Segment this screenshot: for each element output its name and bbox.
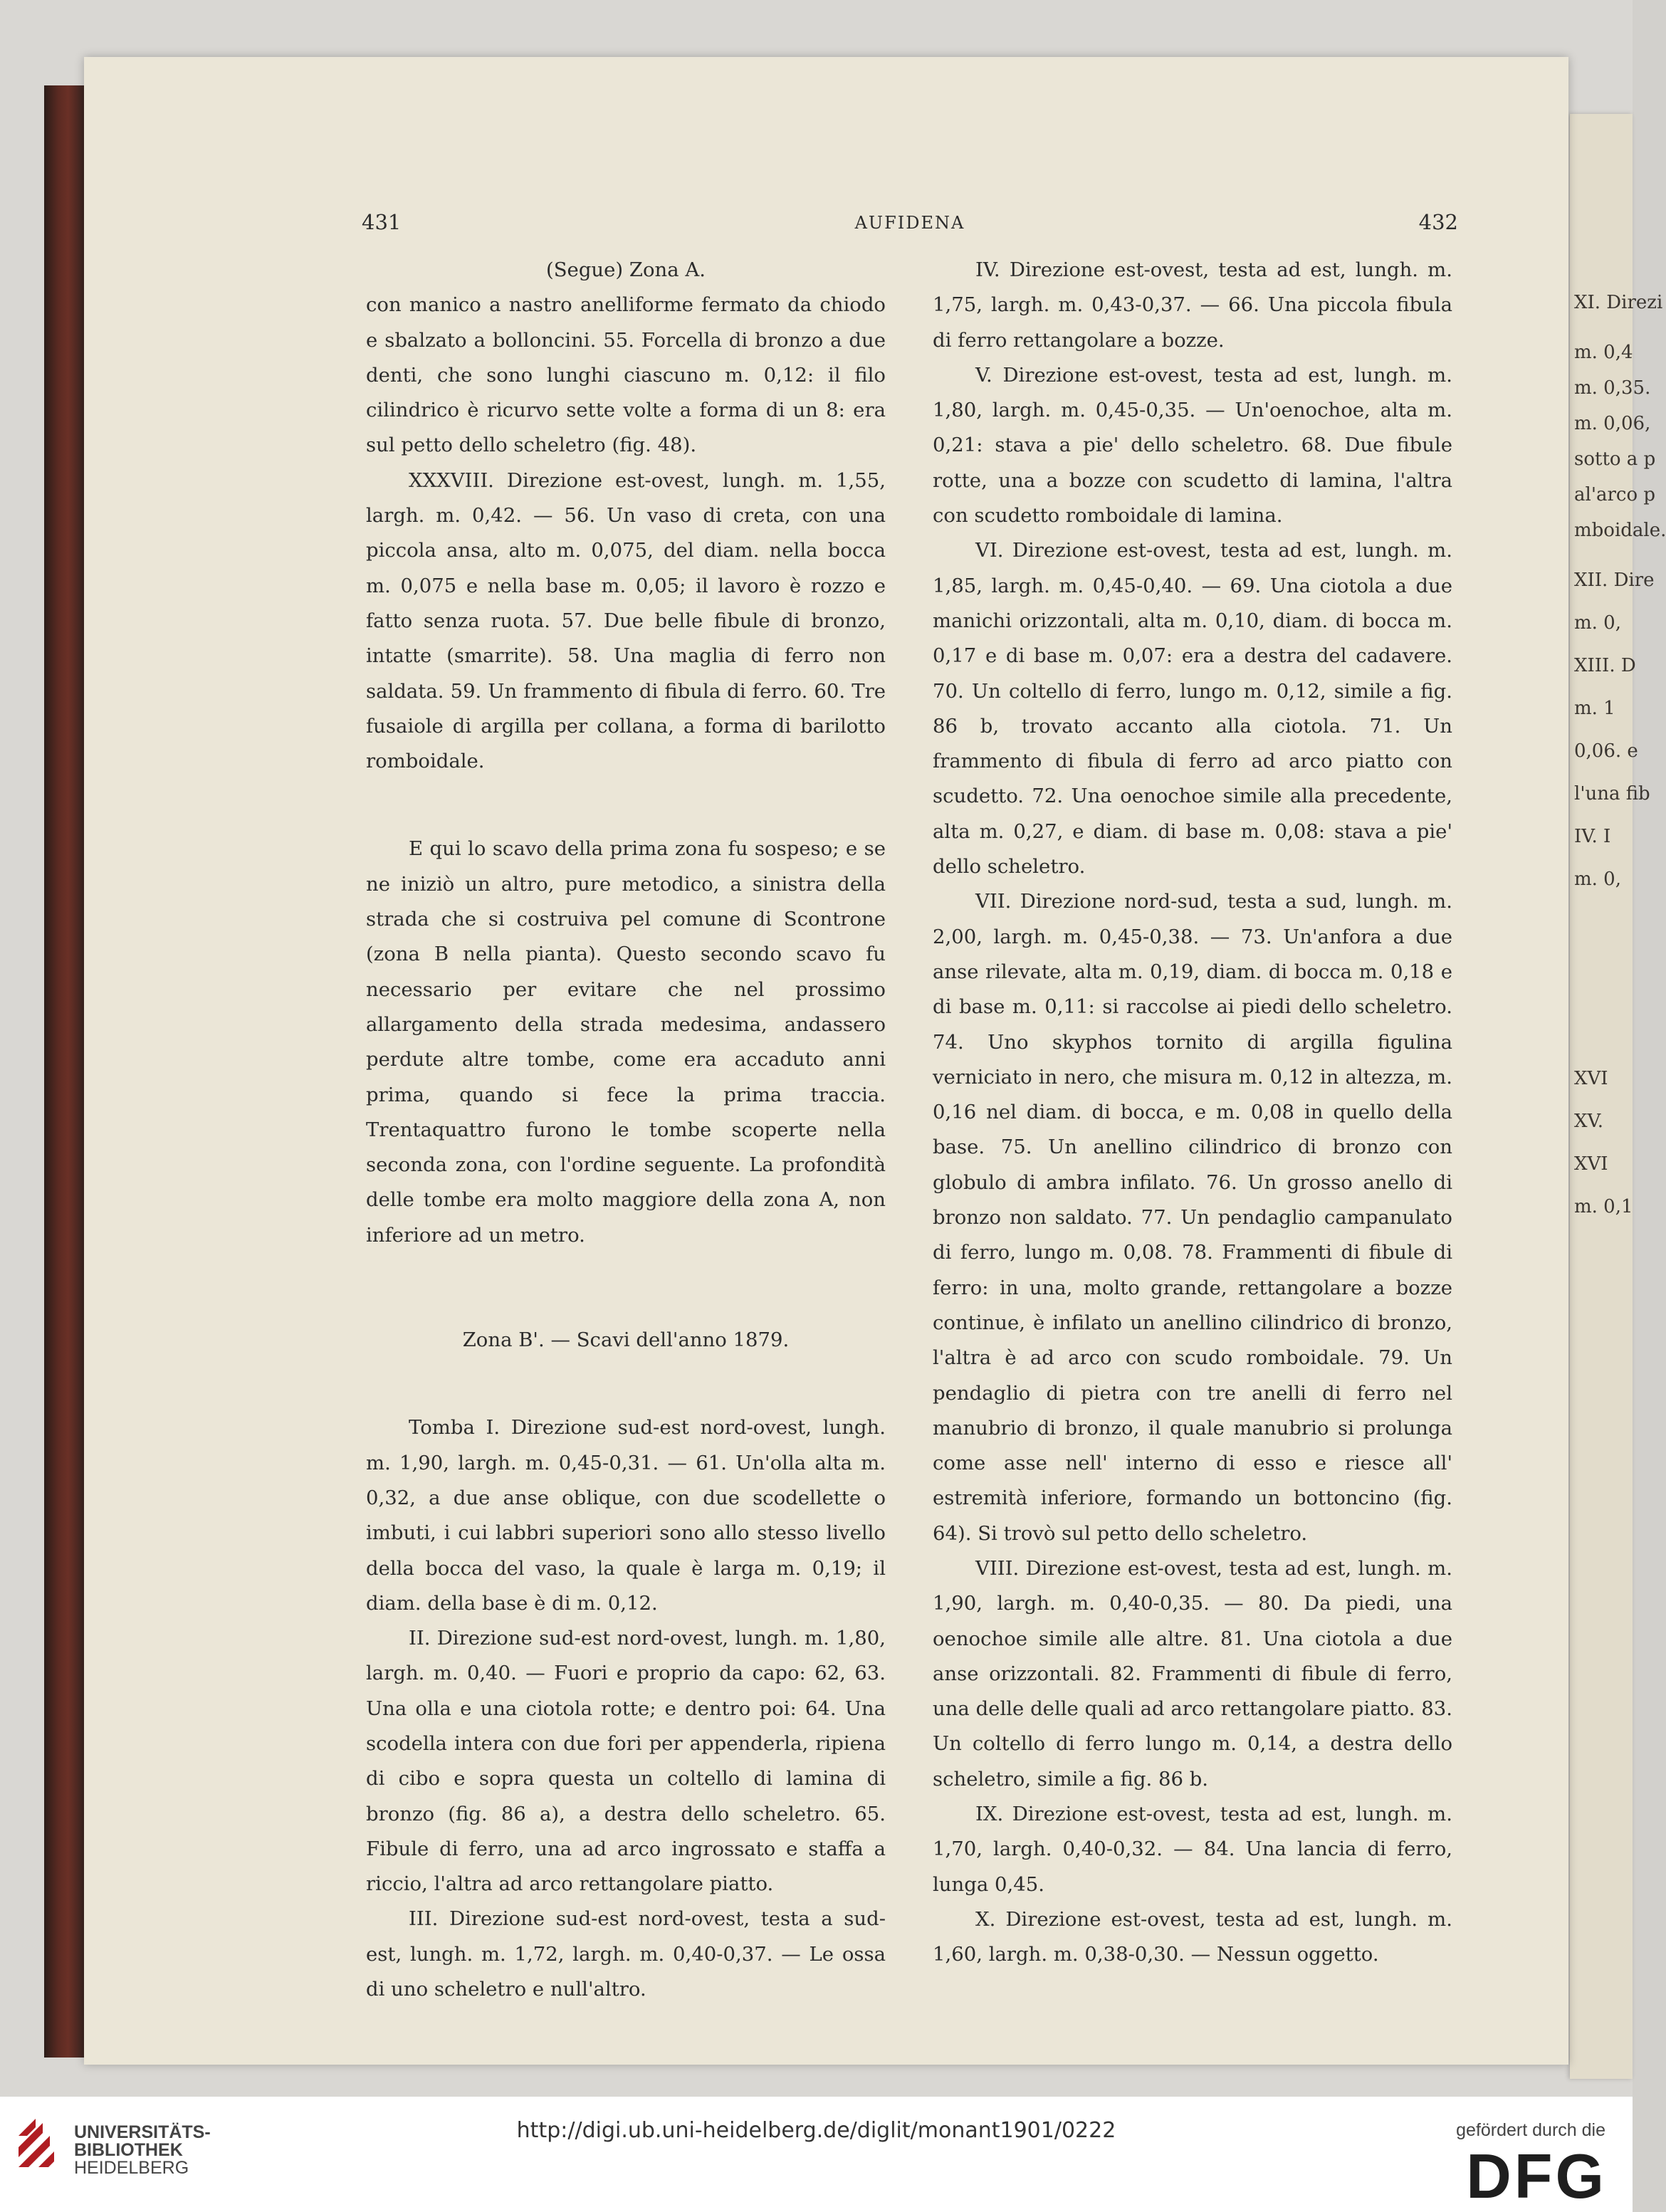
- edge-fragment: XIII. D: [1574, 655, 1636, 676]
- library-line: BIBLIOTHEK: [74, 2140, 183, 2160]
- continued-heading: (Segue) Zona A.: [545, 258, 706, 281]
- paragraph: E qui lo scavo della prima zona fu sospeso; e se ne iniziò un altro, pure metodico, a sinistra della strada che si costruiva pel comune di Scontrone (zona B nella pianta). Questo secondo scavo fu necessario per evitare che nel prossimo allargamento della strada medesima, andassero perdute altre tombe, come era accaduto anni prima, quando si fece la prima traccia. Trentaquattro furono le tombe scoperte nella seconda zona, con l'ordine seguente. La profondità delle tombe era molto maggiore della zona A, non inferiore ad un metro.: [366, 837, 886, 1247]
- paragraph: X. Direzione est-ovest, testa ad est, lungh. m. 1,60, largh. m. 0,38-0,30. — Nessun oggetto.: [933, 1907, 1452, 1966]
- edge-fragment: al'arco p: [1574, 484, 1656, 505]
- edge-fragment: XVI: [1574, 1153, 1608, 1175]
- left-page-number: 431: [362, 210, 402, 234]
- dfg-logo: DFG: [1466, 2141, 1607, 2211]
- edge-fragment: XI. Direzi: [1574, 292, 1663, 313]
- paragraph: VI. Direzione est-ovest, testa ad est, lungh. m. 1,85, largh. m. 0,45-0,40. — 69. Una ciotola a due manichi orizzontali, alta m. 0,10, diam. di bocca m. 0,17 e di base m. 0,07: era a destra del cadavere. 70. Un coltello di ferro, lungo m. 0,12, simile a fig. 86 b, trovato accanto alla ciotola. 71. Un frammento di fibula di ferro ad arco piatto con scudetto. 72. Una oenochoe simile alla precedente, alta m. 0,27, e diam. di base m. 0,08: stava a pie' dello scheletro.: [933, 539, 1452, 879]
- edge-fragment: sotto a p: [1574, 449, 1656, 470]
- paragraph: II. Direzione sud-est nord-ovest, lungh. m. 1,80, largh. m. 0,40. — Fuori e proprio da capo: 62, 63. Una olla e una ciotola rotte; e dentro poi: 64. Una scodella intera con due fori per appenderla, ripiena di cibo e sopra questa un coltello di lamina di bronzo (fig. 86 a), a destra dello scheletro. 65. Fibule di ferro, una ad arco ingrossato e staffa a riccio, l'altra ad arco rettangolare piatto.: [366, 1627, 886, 1896]
- paragraph: VII. Direzione nord-sud, testa a sud, lungh. m. 2,00, largh. m. 0,45-0,38. — 73. Un'anfora a due anse rilevate, alta m. 0,19, diam. di bocca m. 0,18 e di base m. 0,11: si raccolse ai piedi dello scheletro. 74. Uno skyphos tornito di argilla figulina verniciato in nero, che misura m. 0,12 in altezza, m. 0,16 nel diam. di bocca, e m. 0,08 in quello della base. 75. Un anellino cilindrico di bronzo con globulo di ambra infilato. 76. Un grosso anello di bronzo non saldato. 77. Un pendaglio campanulato di ferro, lungo m. 0,08. 78. Frammenti di fibule di ferro: in una, molto grande, rettangolare a bozze continue, è infilato un anellino cilindrico di bronzo, l'altra è ad arco con scudo romboidale. 79. Un pendaglio di pietra con tre anelli di ferro nel manubrio di bronzo, il quale manubrio si prolunga come asse nell' interno di esso e riesce all' estremità inferiore, formando un bottoncino (fig. 64). Si trovò sul petto dello scheletro.: [933, 890, 1452, 1545]
- edge-fragment: mboidale.: [1574, 520, 1666, 541]
- edge-fragment: XV.: [1574, 1111, 1604, 1132]
- book-binding: [44, 85, 84, 2058]
- edge-fragment: 0,06. e: [1574, 740, 1638, 762]
- right-text-column: [933, 253, 1452, 1973]
- edge-fragment: m. 0,4: [1574, 342, 1633, 363]
- paragraph: con manico a nastro anelliforme fermato da chiodo e sbalzato a bolloncini. 55. Forcella di bronzo a due denti, che sono lunghi ciascuno m. 0,12: il filo cilindrico è ricurvo sette volte a forma di un 8: era sul petto dello scheletro (fig. 48).: [366, 293, 886, 457]
- library-line: UNIVERSITÄTS-: [74, 2122, 211, 2142]
- edge-fragment: XVI: [1574, 1068, 1608, 1089]
- edge-fragment: m. 0,: [1574, 869, 1621, 890]
- edge-fragment: m. 0,1: [1574, 1196, 1633, 1217]
- viewer-footer: [0, 2097, 1633, 2212]
- edge-fragment: m. 0,06,: [1574, 413, 1651, 434]
- paragraph: V. Direzione est-ovest, testa ad est, lungh. m. 1,80, largh. m. 0,45-0,35. — Un'oenochoe, alta m. 0,21: stava a pie' dello scheletro. 68. Due fibule rotte, una a bozze con scudetto di lamina, l'altra con scudetto romboidale di lamina.: [933, 363, 1452, 528]
- paragraph: IX. Direzione est-ovest, testa ad est, lungh. m. 1,70, largh. 0,40-0,32. — 84. Una lancia di ferro, lunga 0,45.: [933, 1803, 1452, 1896]
- paragraph: VIII. Direzione est-ovest, testa ad est, lungh. m. 1,90, largh. m. 0,40-0,35. — 80. Da piedi, una oenochoe simile alle altre. 81. Una ciotola a due anse orizzontali. 82. Frammenti di fibule di ferro, una delle delle quali ad arco rettangolare piatto. 83. Un coltello di ferro lungo m. 0,14, a destra dello scheletro, simile a fig. 86 b.: [933, 1556, 1452, 1791]
- edge-fragment: m. 0,35.: [1574, 377, 1651, 399]
- paragraph: IV. Direzione est-ovest, testa ad est, lungh. m. 1,75, largh. m. 0,43-0,37. — 66. Una piccola fibula di ferro rettangolare a bozze.: [933, 258, 1452, 352]
- running-title: AUFIDENA: [854, 213, 965, 233]
- page-header: [362, 210, 1458, 246]
- edge-fragment: XII. Dire: [1574, 570, 1655, 591]
- facing-page-edge: [1570, 114, 1666, 2079]
- section-heading: Zona B'. — Scavi dell'anno 1879.: [462, 1328, 790, 1352]
- paragraph: Tomba I. Direzione sud-est nord-ovest, lungh. m. 1,90, largh. m. 0,45-0,31. — 61. Un'olla alta m. 0,32, a due anse oblique, con due scodellette o imbuti, i cui labbri superiori sono allo stesso livello della bocca del vaso, la quale è larga m. 0,19; il diam. della base è di m. 0,12.: [366, 1416, 886, 1615]
- funded-by-label: gefördert durch die: [1456, 2120, 1605, 2140]
- edge-fragment: m. 1: [1574, 698, 1615, 719]
- edge-fragment: IV. I: [1574, 826, 1611, 847]
- right-page-number: 432: [1418, 210, 1458, 234]
- paragraph: III. Direzione sud-est nord-ovest, testa a sud-est, lungh. m. 1,72, largh. m. 0,40-0,37. — Le ossa di uno scheletro e null'altro.: [366, 1907, 886, 2001]
- edge-fragment: m. 0,: [1574, 612, 1621, 634]
- left-text-column: [366, 253, 886, 2007]
- library-line: HEIDELBERG: [74, 2158, 189, 2178]
- permalink-url[interactable]: http://digi.ub.uni-heidelberg.de/diglit/monant1901/0222: [516, 2118, 1116, 2143]
- paragraph: XXXVIII. Direzione est-ovest, lungh. m. 1,55, largh. m. 0,42. — 56. Un vaso di creta, con una piccola ansa, alto m. 0,075, del diam. nella bocca m. 0,075 e nella base m. 0,05; il lavoro è rozzo e fatto senza ruota. 57. Due belle fibule di bronzo, intatte (smarrite). 58. Una maglia di ferro non saldata. 59. Un frammento di fibula di ferro. 60. Tre fusaiole di argilla per collana, a forma di barilotto romboidale.: [366, 468, 886, 773]
- edge-fragment: l'una fib: [1574, 783, 1650, 804]
